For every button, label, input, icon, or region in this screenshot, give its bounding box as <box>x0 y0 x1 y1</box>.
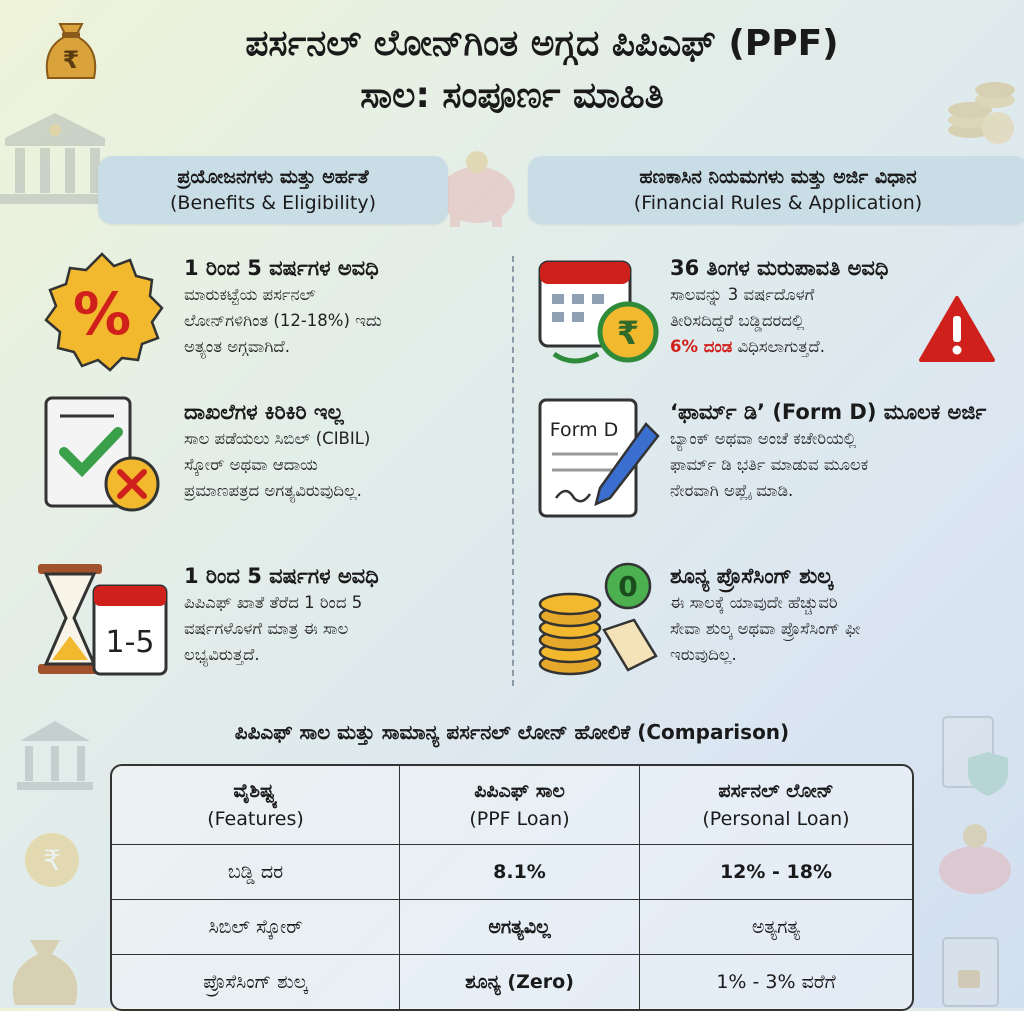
calendar-rupee-icon <box>534 250 664 374</box>
right-heading-kn: ಹಣಕಾಸಿನ ನಿಯಮಗಳು ಮತ್ತು ಅರ್ಜಿ ವಿಧಾನ <box>639 166 917 188</box>
table-row <box>112 955 912 1009</box>
bank-building-icon <box>0 108 110 208</box>
left-item-1-line-3: ಅತ್ಯಂತ ಅಗ್ಗವಾಗಿದೆ. <box>184 337 290 356</box>
right-item-1-line-1: ಸಾಲವನ್ನು 3 ವರ್ಷದೊಳಗೆ <box>670 285 815 304</box>
penalty-highlight: 6% ದಂಡ <box>670 337 733 356</box>
row-2-feature: ಸಿಬಿಲ್ ಸ್ಕೋರ್ <box>112 900 400 955</box>
left-item-3-line-2: ವರ್ಷಗಳೊಳಗೆ ಮಾತ್ರ ಈ ಸಾಲ <box>184 619 349 638</box>
left-heading-en: (Benefits & Eligibility) <box>170 192 376 214</box>
comparison-table <box>110 764 914 1011</box>
zero-tag-text: 0 <box>618 570 638 603</box>
title-line-2: ಸಾಲ: ಸಂಪೂರ್ಣ ಮಾಹಿತಿ <box>360 75 664 116</box>
left-item-2-line-3: ಪ್ರಮಾಣಪತ್ರದ ಅಗತ್ಯವಿರುವುದಿಲ್ಲ. <box>184 481 362 500</box>
row-1-ppf: 8.1% <box>400 845 640 900</box>
right-item-1 <box>670 254 920 360</box>
left-item-2-title: ದಾಖಲೆಗಳ ಕಿರಿಕಿರಿ ಇಲ್ಲ <box>184 400 344 424</box>
right-item-1-title: 36 ತಿಂಗಳ ಮರುಪಾವತಿ ಅವಧಿ <box>670 256 889 280</box>
comparison-title: ಪಿಪಿಎಫ್ ಸಾಲ ಮತ್ತು ಸಾಮಾನ್ಯ ಪರ್ಸನಲ್ ಲೋನ್ ಹೋಲಿಕೆ (Comparison) <box>234 720 790 744</box>
right-item-3 <box>670 562 1010 668</box>
left-item-3 <box>184 562 504 668</box>
row-1-feature: ಬಡ್ಡಿ ದರ <box>112 845 400 900</box>
svg-text:₹: ₹ <box>62 46 80 74</box>
form-pen-icon <box>534 394 664 524</box>
right-item-2-line-1: ಬ್ಯಾಂಕ್ ಅಥವಾ ಅಂಚೆ ಕಚೇರಿಯಲ್ಲಿ <box>670 429 857 448</box>
left-item-1-line-1: ಮಾರುಕಟ್ಟೆಯ ಪರ್ಸನಲ್ <box>184 285 316 304</box>
piggy-bank-icon-2 <box>930 820 1020 900</box>
left-item-3-line-3: ಲಭ್ಯವಿರುತ್ತದೆ. <box>184 645 260 664</box>
right-section-heading <box>528 156 1024 224</box>
table-header-row <box>112 766 912 845</box>
row-2-personal: ಅತ್ಯಗತ್ಯ <box>640 900 912 955</box>
coins-tag-icon <box>534 560 664 684</box>
document-lock-icon <box>938 930 1018 1008</box>
header-features-en: (Features) <box>207 808 304 830</box>
rupee-coin-icon <box>22 830 82 890</box>
header-personal-en: (Personal Loan) <box>702 808 850 830</box>
left-item-1-title: 1 ರಿಂದ 5 ವರ್ಷಗಳ ಅವಧಿ <box>184 256 379 280</box>
row-3-personal: 1% - 3% ವರೆಗೆ <box>716 971 836 993</box>
right-item-1-line-3 <box>670 334 920 360</box>
right-item-2-line-3: ನೇರವಾಗಿ ಅಪ್ಲೈ ಮಾಡಿ. <box>670 481 794 500</box>
right-item-2 <box>670 398 1010 504</box>
penalty-tail: ವಿಧಿಸಲಾಗುತ್ತದೆ. <box>732 337 825 356</box>
money-bag-icon-2 <box>0 930 90 1008</box>
left-item-1-line-2: ಲೋನ್‌ಗಳಿಗಿಂತ (12-18%) ಇದು <box>184 311 382 330</box>
left-item-1 <box>184 254 504 360</box>
left-item-3-line-1: ಪಿಪಿಎಫ್ ಖಾತೆ ತೆರೆದ 1 ರಿಂದ 5 <box>184 593 363 612</box>
svg-text:%: % <box>72 280 132 348</box>
right-item-3-line-2: ಸೇವಾ ಶುಲ್ಕ ಅಥವಾ ಪ್ರೊಸೆಸಿಂಗ್ ಫೀ <box>670 619 861 638</box>
page-title <box>0 18 1024 122</box>
form-d-label: Form D <box>549 419 619 441</box>
right-item-3-line-3: ಇರುವುದಿಲ್ಲ. <box>670 645 737 664</box>
header-personal-loan <box>640 766 912 845</box>
table-row <box>112 900 912 955</box>
right-item-2-line-2: ಫಾರ್ಮ್ ಡಿ ಭರ್ತಿ ಮಾಡುವ ಮೂಲಕ <box>670 455 869 474</box>
header-features-kn: ವೈಶಿಷ್ಟ್ಯ <box>233 780 278 802</box>
right-item-2-title: ‘ಫಾರ್ಮ್ ಡಿ’ (Form D) ಮೂಲಕ ಅರ್ಜಿ <box>670 400 987 424</box>
left-section-heading <box>98 156 448 224</box>
column-divider <box>512 256 514 686</box>
header-personal-kn: ಪರ್ಸನಲ್ ಲೋನ್ <box>718 780 834 802</box>
left-item-2 <box>184 398 504 504</box>
left-item-2-line-2: ಸ್ಕೋರ್ ಅಥವಾ ಆದಾಯ <box>184 455 318 474</box>
hourglass-calendar-icon <box>34 560 170 680</box>
calendar-range-text: 1-5 <box>105 625 155 660</box>
header-ppf-kn: ಪಿಪಿಎಫ್ ಸಾಲ <box>474 780 565 802</box>
right-item-3-line-1: ಈ ಸಾಲಕ್ಕೆ ಯಾವುದೇ ಹೆಚ್ಚುವರಿ <box>670 593 838 612</box>
svg-text:₹: ₹ <box>43 844 61 877</box>
row-3-ppf: ಶೂನ್ಯ (Zero) <box>400 955 640 1009</box>
right-heading-en: (Financial Rules & Application) <box>633 192 923 214</box>
row-3-feature: ಪ್ರೊಸೆಸಿಂಗ್ ಶುಲ್ಕ <box>112 955 400 1009</box>
right-item-1-line-2: ತೀರಿಸದಿದ್ದರೆ ಬಡ್ಡಿದರದಲ್ಲಿ <box>670 311 805 330</box>
left-heading-kn: ಪ್ರಯೋಜನಗಳು ಮತ್ತು ಅರ್ಹತೆ <box>177 166 369 188</box>
left-item-2-line-1: ಸಾಲ ಪಡೆಯಲು ಸಿಬಿಲ್ (CIBIL) <box>184 429 371 448</box>
left-item-3-title: 1 ರಿಂದ 5 ವರ್ಷಗಳ ಅವಧಿ <box>184 564 379 588</box>
header-ppf-en: (PPF Loan) <box>469 808 570 830</box>
percent-badge-icon <box>40 250 164 374</box>
row-2-ppf: ಅಗತ್ಯವಿಲ್ಲ <box>400 900 640 955</box>
row-1-personal: 12% - 18% <box>640 845 912 900</box>
header-ppf-loan <box>400 766 640 845</box>
header-features <box>112 766 400 845</box>
table-row <box>112 845 912 900</box>
title-line-1: ಪರ್ಸನಲ್ ಲೋನ್‌ಗಿಂತ ಅಗ್ಗದ ಪಿಪಿಎಫ್ (PPF) <box>245 23 839 64</box>
warning-icon <box>918 294 996 364</box>
svg-text:₹: ₹ <box>616 314 640 352</box>
right-item-3-title: ಶೂನ್ಯ ಪ್ರೊಸೆಸಿಂಗ್ ಶುಲ್ಕ <box>670 564 833 588</box>
document-check-icon <box>38 392 168 522</box>
